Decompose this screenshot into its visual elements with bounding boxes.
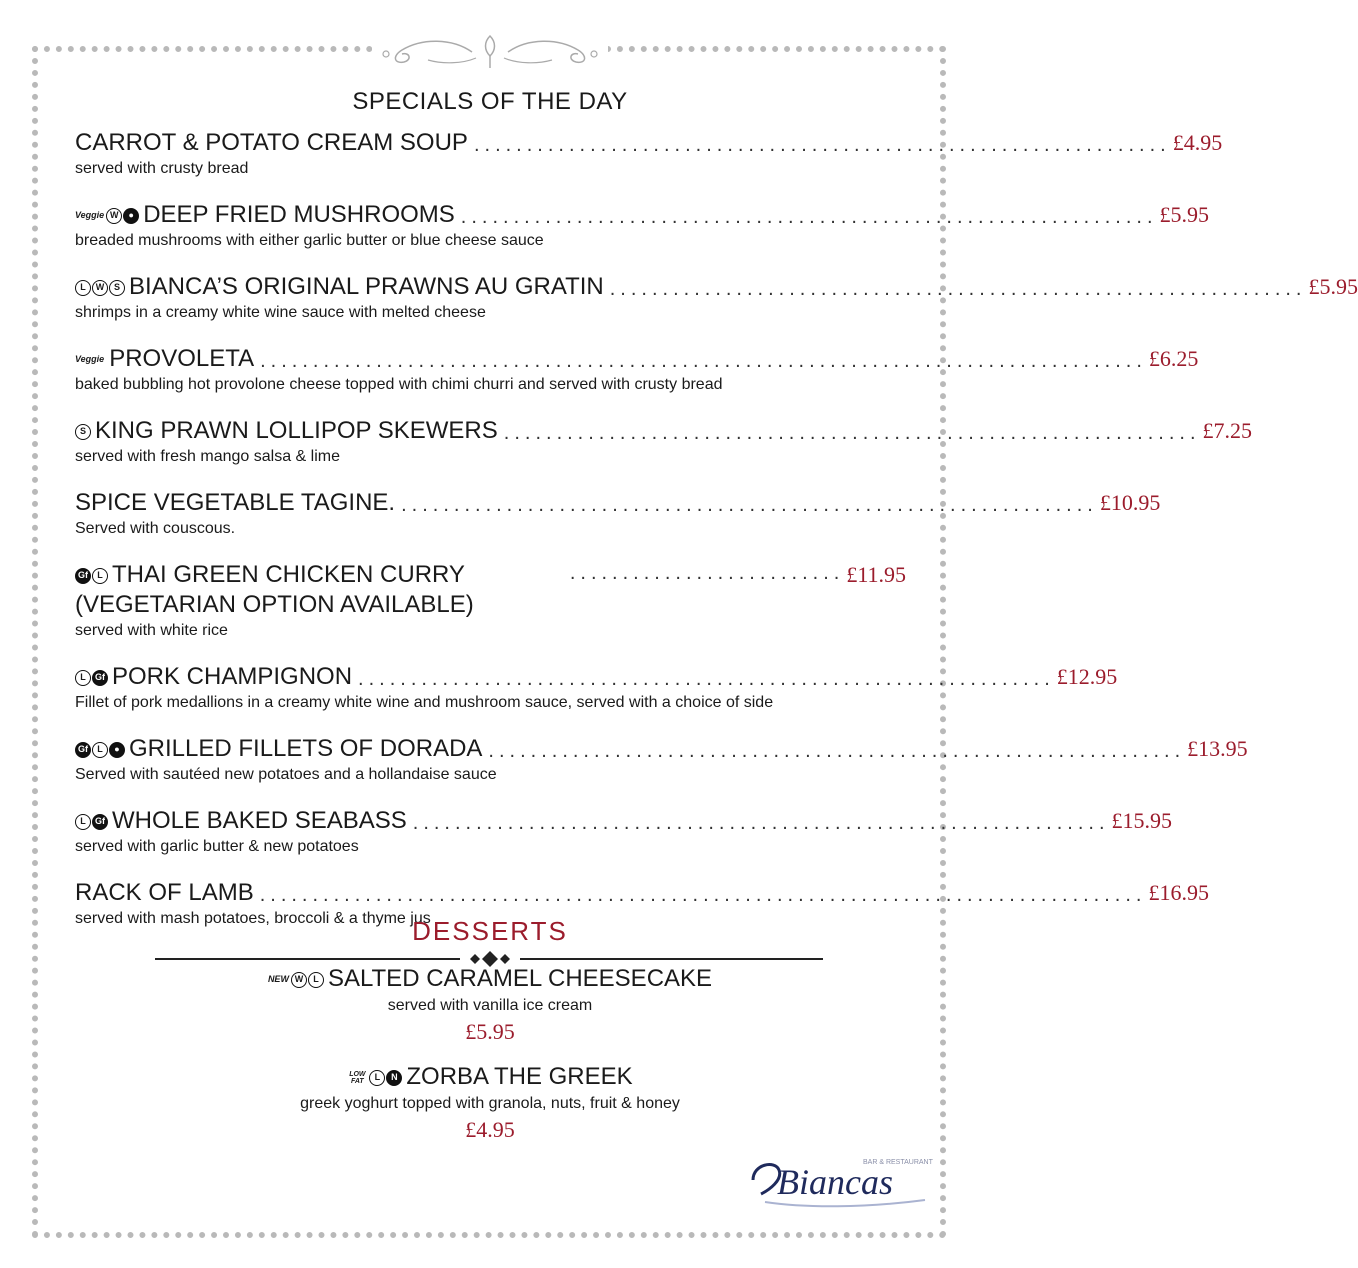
item-name-wrap xyxy=(75,272,604,302)
wheat-icon: W xyxy=(291,972,307,988)
item-description: shrimps in a creamy white wine sauce with melted cheese xyxy=(75,304,486,321)
item-name-wrap xyxy=(75,662,352,692)
new-tag: NEW xyxy=(267,974,289,985)
gluten-free-icon: Gf xyxy=(92,814,108,830)
item-price: £15.95 xyxy=(1111,808,1173,833)
item-price: £5.95 xyxy=(1159,202,1210,227)
veggie-tag: Veggie xyxy=(75,210,105,221)
desserts-title: DESSERTS xyxy=(412,916,568,946)
svg-text:Biancas: Biancas xyxy=(777,1162,893,1202)
allergen-icons xyxy=(75,814,109,830)
dessert-name: SALTED CARAMEL CHEESECAKE xyxy=(327,965,713,992)
gluten-free-icon: Gf xyxy=(92,670,108,686)
dot-leader: .................................................................. xyxy=(358,668,1055,690)
low-fat-tag: LOW FAT xyxy=(349,1070,366,1085)
item-description: served with mash potatoes, broccoli & a thyme jus xyxy=(75,910,431,927)
menu-item xyxy=(75,200,1210,252)
egg-icon: ● xyxy=(109,742,125,758)
scroll-ornament-icon xyxy=(372,28,608,76)
lactose-icon: L xyxy=(369,1070,385,1086)
dot-leader: .................................................................. xyxy=(488,740,1186,762)
nuts-icon: N xyxy=(386,1070,402,1086)
dot-leader: .................................................................. xyxy=(412,812,1110,834)
item-name: KING PRAWN LOLLIPOP SKEWERS xyxy=(95,417,498,444)
item-name: GRILLED FILLETS OF DORADA xyxy=(129,735,483,762)
item-name-wrap xyxy=(75,734,482,764)
lactose-icon: L xyxy=(75,670,91,686)
item-name: THAI GREEN CHICKEN CURRY (VEGETARIAN OPTION AVAILABLE) xyxy=(75,561,474,618)
veggie-tag: Veggie xyxy=(75,354,105,365)
item-name-wrap xyxy=(75,806,407,836)
gluten-free-icon: Gf xyxy=(75,742,91,758)
wheat-icon: W xyxy=(106,208,122,224)
dot-leader: .................................................................. xyxy=(609,278,1307,300)
dessert-name: ZORBA THE GREEK xyxy=(406,1063,633,1090)
allergen-icons xyxy=(75,280,126,296)
item-price: £5.95 xyxy=(1308,274,1358,299)
item-price: £13.95 xyxy=(1187,736,1248,761)
biancas-logo xyxy=(745,1150,933,1210)
item-name: RACK OF LAMB xyxy=(75,879,254,906)
dot-leader: .................................................................. xyxy=(401,494,1098,516)
dessert-name-row xyxy=(0,1062,980,1092)
item-price: £4.95 xyxy=(1172,130,1223,155)
item-name: PORK CHAMPIGNON xyxy=(112,663,353,690)
menu-item xyxy=(75,128,1223,180)
allergen-icons xyxy=(75,208,140,224)
lactose-icon: L xyxy=(92,742,108,758)
dessert-price: £4.95 xyxy=(465,1117,515,1142)
shellfish-icon: S xyxy=(109,280,125,296)
specials-list xyxy=(75,128,1358,950)
allergen-icons xyxy=(268,972,325,988)
dot-leader: .................................................................. xyxy=(473,134,1171,156)
shellfish-icon: S xyxy=(75,424,91,440)
allergen-icons xyxy=(75,424,92,440)
item-name-wrap xyxy=(75,344,254,374)
dessert-price: £5.95 xyxy=(465,1019,515,1044)
menu-item xyxy=(75,734,1248,786)
item-description: baked bubbling hot provolone cheese topped with chimi churri and served with crusty bread xyxy=(75,376,723,393)
svg-text:BAR & RESTAURANT: BAR & RESTAURANT xyxy=(863,1159,933,1166)
item-description: Served with couscous. xyxy=(75,520,236,537)
item-name-wrap xyxy=(75,200,455,230)
item-description: breaded mushrooms with either garlic butter or blue cheese sauce xyxy=(75,232,544,249)
item-description: served with garlic butter & new potatoes xyxy=(75,838,359,855)
item-price: £12.95 xyxy=(1056,664,1118,689)
lactose-icon: L xyxy=(75,280,91,296)
item-price: £16.95 xyxy=(1148,880,1209,905)
allergen-icons xyxy=(75,568,109,584)
item-price: £6.25 xyxy=(1148,346,1199,371)
menu-item xyxy=(75,560,906,642)
biancas-logo-mark xyxy=(745,1150,933,1210)
item-description: Fillet of pork medallions in a creamy white wine and mushroom sauce, served with a choice of side xyxy=(75,694,774,711)
dessert-item xyxy=(0,1062,980,1144)
item-price: £10.95 xyxy=(1099,490,1161,515)
dessert-item xyxy=(0,964,980,1046)
item-description: Served with sautéed new potatoes and a hollandaise sauce xyxy=(75,766,497,783)
item-description: served with fresh mango salsa & lime xyxy=(75,448,340,465)
dessert-description: greek yoghurt topped with granola, nuts, fruit & honey xyxy=(300,1095,680,1112)
allergen-icons xyxy=(75,355,106,364)
egg-icon: ● xyxy=(123,208,139,224)
menu-item xyxy=(75,806,1173,858)
item-name: BIANCA’S ORIGINAL PRAWNS AU GRATIN xyxy=(129,273,604,300)
lactose-icon: L xyxy=(308,972,324,988)
item-name-wrap xyxy=(75,416,498,446)
dot-leader: .................................................................. xyxy=(503,422,1201,444)
menu-item xyxy=(75,416,1253,468)
item-name: CARROT & POTATO CREAM SOUP xyxy=(75,129,468,156)
dot-leader: .......................... xyxy=(569,562,845,584)
dot-leader: .................................................................................... xyxy=(260,350,1147,372)
dessert-description: served with vanilla ice cream xyxy=(387,997,593,1014)
item-name: PROVOLETA xyxy=(109,345,255,372)
menu-item xyxy=(75,662,1118,714)
allergen-icons xyxy=(75,670,109,686)
dessert-name-row xyxy=(0,964,980,994)
item-price: £11.95 xyxy=(846,562,906,587)
allergen-icons xyxy=(347,1070,403,1086)
item-description: served with white rice xyxy=(75,622,228,639)
allergen-icons xyxy=(75,742,126,758)
specials-title: SPECIALS OF THE DAY xyxy=(352,88,628,115)
item-name: SPICE VEGETABLE TAGINE. xyxy=(75,489,396,516)
menu-item xyxy=(75,488,1161,540)
menu-item xyxy=(75,272,1358,324)
lactose-icon: L xyxy=(75,814,91,830)
dot-leader: .................................................................. xyxy=(460,206,1158,228)
wheat-icon: W xyxy=(92,280,108,296)
item-price: £7.25 xyxy=(1202,418,1253,443)
item-description: served with crusty bread xyxy=(75,160,249,177)
item-name-wrap xyxy=(75,560,564,620)
item-name: WHOLE BAKED SEABASS xyxy=(112,807,407,834)
lactose-icon: L xyxy=(92,568,108,584)
menu-item xyxy=(75,344,1199,396)
gluten-free-icon: Gf xyxy=(75,568,91,584)
dot-leader: .................................................................................... xyxy=(259,884,1147,906)
item-name: DEEP FRIED MUSHROOMS xyxy=(143,201,455,228)
